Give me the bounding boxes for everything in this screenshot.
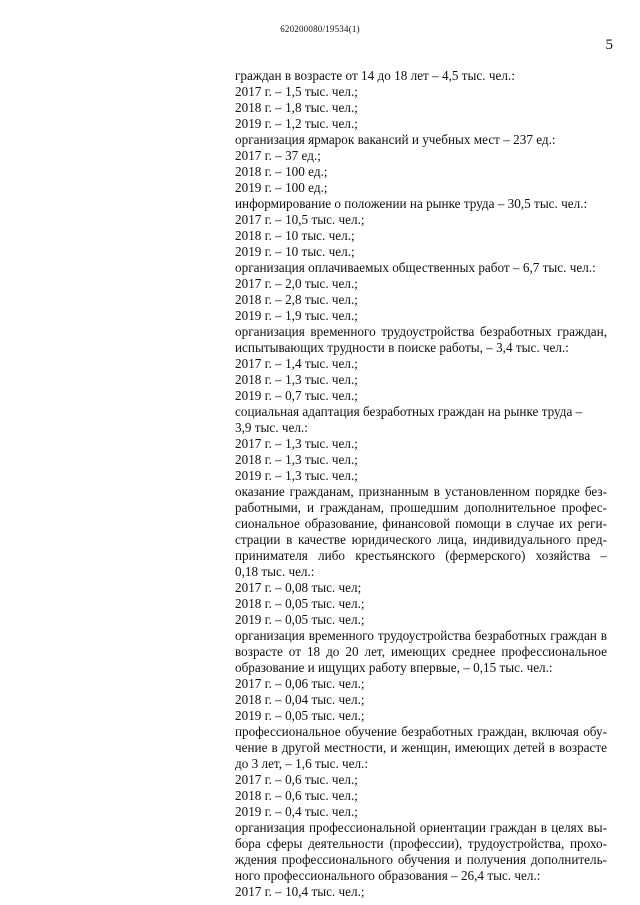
text-line: оказание гражданам, признанным в установленном порядке без- bbox=[235, 484, 607, 499]
text-line: 2018 г. – 0,6 тыс. чел.; bbox=[235, 788, 358, 803]
text-line: 2019 г. – 1,2 тыс. чел.; bbox=[235, 116, 358, 131]
text-line: 2019 г. – 100 ед.; bbox=[235, 180, 328, 195]
text-line: 2017 г. – 1,5 тыс. чел.; bbox=[235, 84, 358, 99]
text-line: 2018 г. – 10 тыс. чел.; bbox=[235, 228, 355, 243]
text-line: 3,9 тыс. чел.: bbox=[235, 420, 308, 435]
text-line: 2018 г. – 0,04 тыс. чел.; bbox=[235, 692, 365, 707]
text-line: 2017 г. – 37 ед.; bbox=[235, 148, 321, 163]
text-line: организация профессиональной ориентации граждан в целях вы- bbox=[235, 820, 607, 835]
text-line: граждан в возрасте от 14 до 18 лет – 4,5 тыс. чел.: bbox=[235, 68, 515, 83]
text-line: 2019 г. – 1,3 тыс. чел.; bbox=[235, 468, 358, 483]
text-line: организация временного трудоустройства безработных граждан в bbox=[235, 628, 607, 643]
text-line: 2018 г. – 0,05 тыс. чел.; bbox=[235, 596, 365, 611]
text-line: 2018 г. – 1,3 тыс. чел.; bbox=[235, 452, 358, 467]
text-line: организация оплачиваемых общественных работ – 6,7 тыс. чел.: bbox=[235, 260, 596, 275]
document-body bbox=[235, 68, 607, 900]
text-line: 2019 г. – 0,05 тыс. чел.; bbox=[235, 708, 365, 723]
text-line: 2019 г. – 0,05 тыс. чел.; bbox=[235, 612, 365, 627]
text-line: возрасте от 18 до 20 лет, имеющих среднее профессиональное bbox=[235, 644, 607, 659]
page-number: 5 bbox=[605, 37, 613, 53]
text-line: 2017 г. – 1,3 тыс. чел.; bbox=[235, 436, 358, 451]
text-line: ждения профессионального обучения и получения дополнитель- bbox=[235, 852, 607, 867]
text-line: 2019 г. – 0,4 тыс. чел.; bbox=[235, 804, 358, 819]
text-line: до 3 лет, – 1,6 тыс. чел.: bbox=[235, 756, 369, 771]
text-line: 2018 г. – 1,8 тыс. чел.; bbox=[235, 100, 358, 115]
text-line: 2018 г. – 1,3 тыс. чел.; bbox=[235, 372, 358, 387]
text-line: 2019 г. – 1,9 тыс. чел.; bbox=[235, 308, 358, 323]
text-line: профессиональное обучение безработных граждан, включая обу- bbox=[235, 724, 607, 739]
text-line: информирование о положении на рынке труда – 30,5 тыс. чел.: bbox=[235, 196, 588, 211]
text-line: 2017 г. – 1,4 тыс. чел.; bbox=[235, 356, 358, 371]
text-line: 2017 г. – 10,4 тыс. чел.; bbox=[235, 884, 365, 899]
document-id: 620200080/19534(1) bbox=[280, 24, 360, 34]
text-line: 2019 г. – 10 тыс. чел.; bbox=[235, 244, 355, 259]
text-line: образование и ищущих работу впервые, – 0,15 тыс. чел.: bbox=[235, 660, 553, 675]
text-line: 2017 г. – 2,0 тыс. чел.; bbox=[235, 276, 358, 291]
text-line: 0,18 тыс. чел.: bbox=[235, 564, 315, 579]
text-line: организация ярмарок вакансий и учебных мест – 237 ед.: bbox=[235, 132, 556, 147]
text-line: 2018 г. – 100 ед.; bbox=[235, 164, 328, 179]
text-line: работными, и гражданам, прошедшим дополнительное профес- bbox=[235, 500, 607, 515]
text-line: социальная адаптация безработных граждан на рынке труда – bbox=[235, 404, 583, 419]
text-line: организация временного трудоустройства безработных граждан, bbox=[235, 324, 607, 339]
text-line: ного профессионального образования – 26,4 тыс. чел.: bbox=[235, 868, 541, 883]
text-line: 2017 г. – 0,6 тыс. чел.; bbox=[235, 772, 358, 787]
text-line: 2017 г. – 10,5 тыс. чел.; bbox=[235, 212, 365, 227]
text-line: 2019 г. – 0,7 тыс. чел.; bbox=[235, 388, 358, 403]
text-line: сиональное образование, финансовой помощи в случае их реги- bbox=[235, 516, 607, 531]
text-line: страции в качестве юридического лица, индивидуального пред- bbox=[235, 532, 607, 547]
text-line: 2017 г. – 0,06 тыс. чел.; bbox=[235, 676, 365, 691]
text-line: 2017 г. – 0,08 тыс. чел; bbox=[235, 580, 362, 595]
text-line: чение в другой местности, и женщин, имеющих детей в возрасте bbox=[235, 740, 607, 755]
text-line: 2018 г. – 2,8 тыс. чел.; bbox=[235, 292, 358, 307]
text-line: принимателя либо крестьянского (фермерского) хозяйства – bbox=[235, 548, 607, 563]
text-line: бора сферы деятельности (профессии), трудоустройства, прохо- bbox=[235, 836, 607, 851]
text-line: испытывающих трудности в поиске работы, – 3,4 тыс. чел.: bbox=[235, 340, 569, 355]
